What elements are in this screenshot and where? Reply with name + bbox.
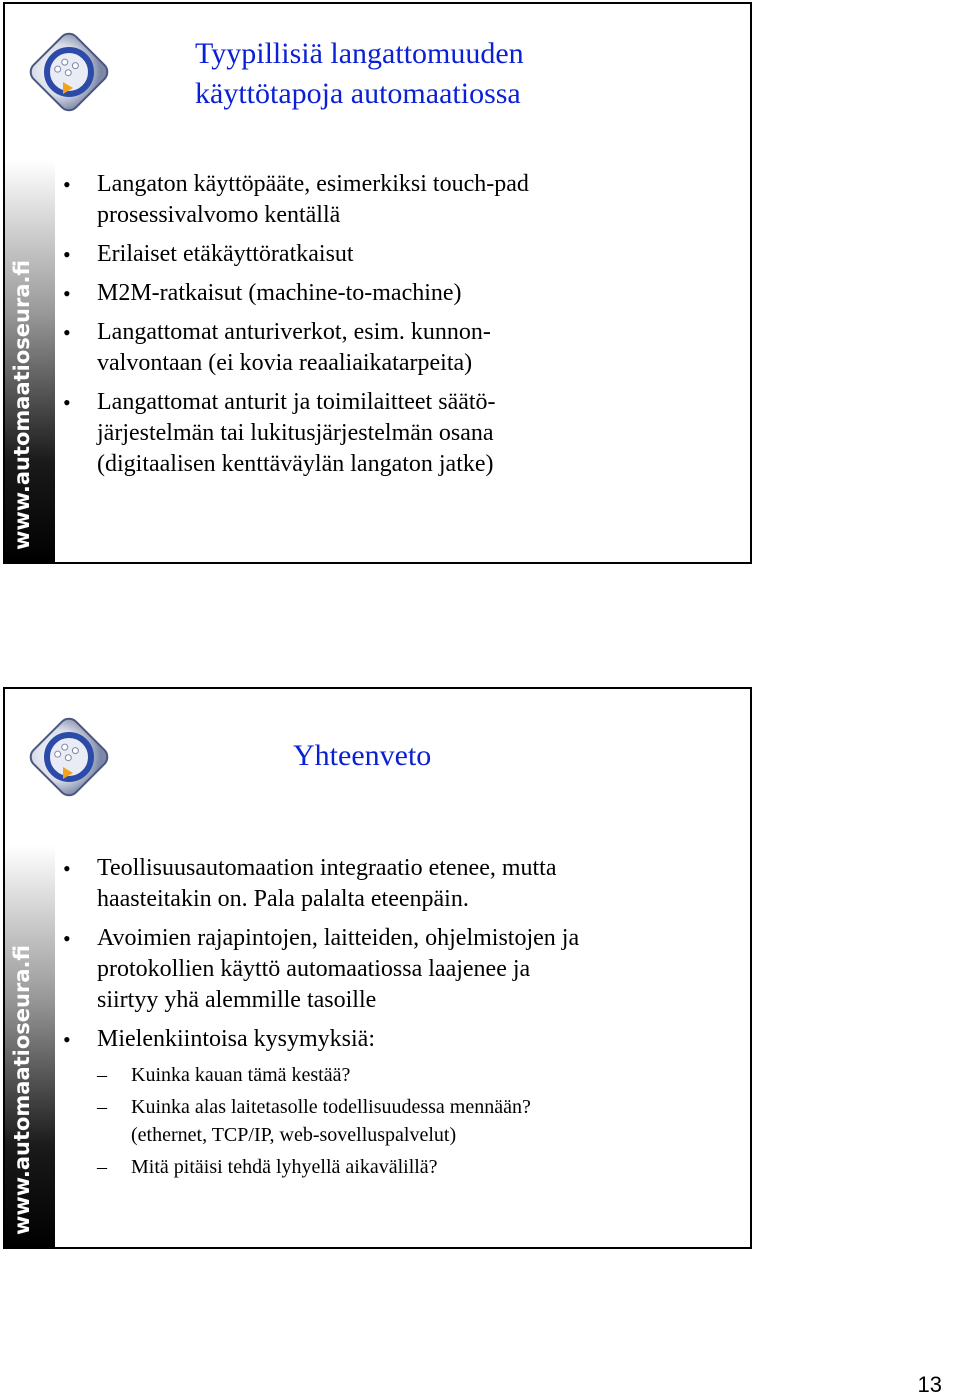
bullet-icon: •: [63, 281, 71, 306]
sub-bullet-text: Kuinka alas laitetasolle todellisuudessa mennään?: [131, 1096, 531, 1118]
automaatioseura-logo-icon: [25, 32, 113, 112]
dash-icon: –: [97, 1156, 107, 1178]
bullet-text: Mielenkiintoisa kysymyksiä:: [97, 1026, 375, 1052]
bullet-text: Erilaiset etäkäyttöratkaisut: [97, 241, 354, 267]
bullet-list: [63, 853, 703, 1189]
bullet-text: (digitaalisen kenttäväylän langaton jatke): [97, 451, 494, 477]
bullet-item: [63, 278, 703, 309]
page-number: 13: [917, 1372, 942, 1397]
bullet-text: Langattomat anturit ja toimilaitteet säätö-: [97, 389, 496, 415]
bullet-item: [63, 169, 703, 231]
sub-bullet-item: [97, 1061, 703, 1089]
sub-bullet-text: Mitä pitäisi tehdä lyhyellä aikavälillä?: [131, 1156, 438, 1178]
bullet-text: Teollisuusautomaation integraatio etenee, mutta: [97, 855, 557, 881]
dash-icon: –: [97, 1096, 107, 1118]
sub-bullet-item: [97, 1093, 703, 1149]
dash-icon: –: [97, 1064, 107, 1086]
bullet-text: prosessivalvomo kentällä: [97, 202, 341, 228]
bullet-icon: •: [63, 242, 71, 267]
bullet-item: [63, 387, 703, 480]
automaatioseura-logo-icon: [25, 717, 113, 797]
bullet-text: järjestelmän tai lukitusjärjestelmän osana: [97, 420, 494, 446]
bullet-icon: •: [63, 172, 71, 197]
bullet-icon: •: [63, 390, 71, 415]
bullet-icon: •: [63, 1027, 71, 1052]
slide-2: [3, 687, 752, 1249]
sub-bullet-list: [97, 1061, 703, 1181]
slide-title: [293, 736, 431, 776]
bullet-icon: •: [63, 320, 71, 345]
bullet-text: M2M-ratkaisut (machine-to-machine): [97, 280, 462, 306]
slide-1: [3, 2, 752, 564]
bullet-text: Langaton käyttöpääte, esimerkiksi touch-pad: [97, 171, 529, 197]
sub-bullet-item: [97, 1153, 703, 1181]
sub-bullet-text: Kuinka kauan tämä kestää?: [131, 1064, 351, 1086]
bullet-text: Langattomat anturiverkot, esim. kunnon-: [97, 319, 491, 345]
bullet-item: [63, 317, 703, 379]
bullet-item: [63, 239, 703, 270]
title-line: Yhteenveto: [293, 739, 432, 772]
side-url-text: www.automaatioseura.fi: [10, 259, 34, 550]
side-url-text: www.automaatioseura.fi: [10, 944, 34, 1235]
sub-bullet-text: (ethernet, TCP/IP, web-sovelluspalvelut): [131, 1124, 457, 1146]
bullet-item: [63, 923, 703, 1016]
title-line: Tyypillisiä langattomuuden: [195, 37, 524, 70]
bullet-item: [63, 853, 703, 915]
bullet-text: haasteitakin on. Pala palalta eteenpäin.: [97, 886, 469, 912]
bullet-icon: •: [63, 926, 71, 951]
bullet-text: protokollien käyttö automaatiossa laajenee ja: [97, 956, 531, 982]
title-line: käyttötapoja automaatiossa: [195, 77, 521, 110]
slide-title: [195, 34, 524, 114]
bullet-item: [63, 1024, 703, 1181]
bullet-text: siirtyy yhä alemmille tasoille: [97, 987, 377, 1013]
bullet-icon: •: [63, 856, 71, 881]
bullet-text: Avoimien rajapintojen, laitteiden, ohjelmistojen ja: [97, 925, 580, 951]
bullet-text: valvontaan (ei kovia reaaliaikatarpeita): [97, 350, 473, 376]
bullet-list: [63, 169, 703, 488]
